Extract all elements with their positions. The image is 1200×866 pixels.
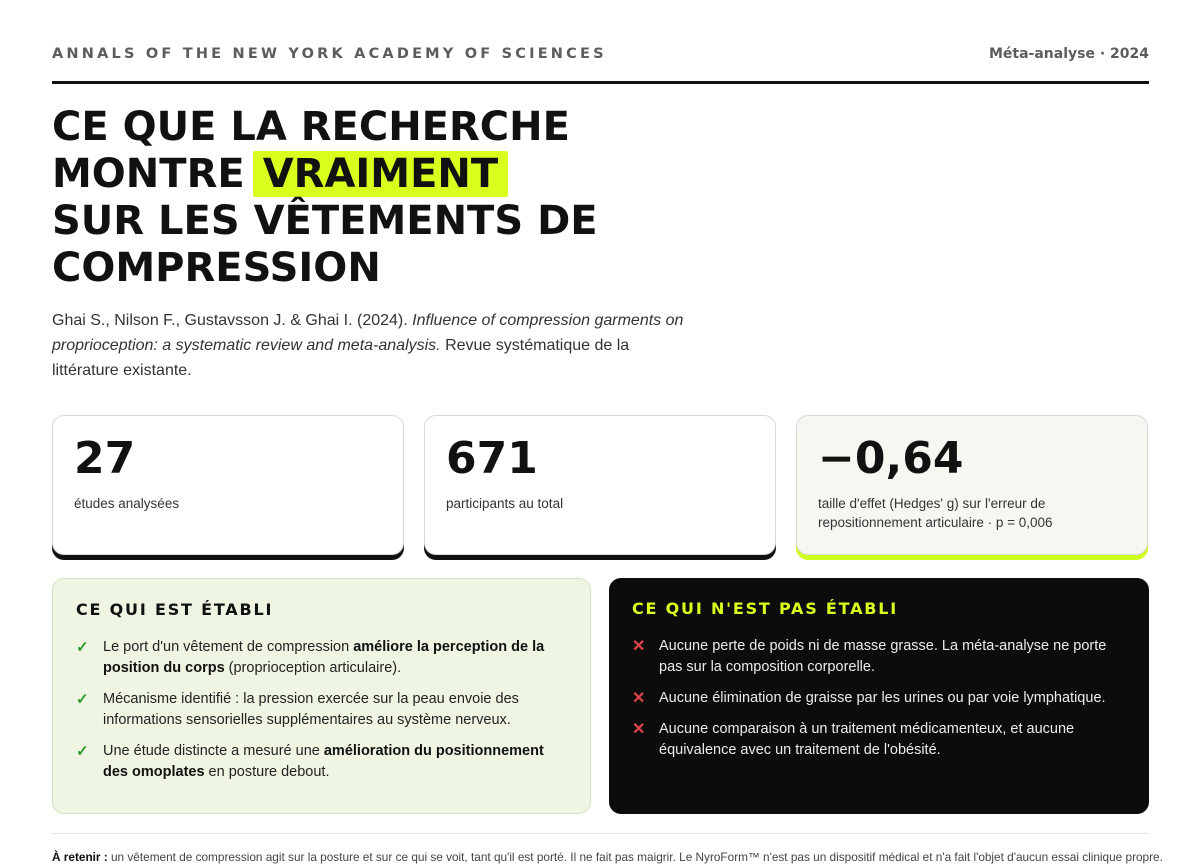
established-list <box>76 637 566 793</box>
list-item <box>632 688 1125 709</box>
title-line-2 <box>52 151 752 198</box>
list-item <box>632 636 1125 678</box>
title-line-3: SUR LES VÊTEMENTS DE <box>52 198 598 244</box>
title-line-2-prefix: MONTRE <box>52 151 245 197</box>
item-text: (proprioception articulaire). <box>224 660 402 676</box>
cross-icon: ✕ <box>632 690 646 707</box>
not-established-title: CE QUI N'EST PAS ÉTABLI <box>632 599 899 618</box>
item-text: Aucune élimination de graisse par les urines ou par voie lymphatique. <box>659 690 1106 706</box>
item-emphasis: amélioration du positionnement des omoplates <box>103 743 544 780</box>
citation-note: Revue systématique de la littérature existante. <box>52 337 630 379</box>
stat-card-effect-size <box>796 415 1148 555</box>
item-text: Aucune perte de poids ni de masse grasse. La méta-analyse ne porte pas sur la composition corporelle. <box>659 638 1107 675</box>
check-icon: ✓ <box>76 691 89 708</box>
stat-card-studies <box>52 415 404 555</box>
title-line-1: CE QUE LA RECHERCHE <box>52 104 570 150</box>
item-text: en posture debout. <box>204 764 330 780</box>
list-item <box>76 689 566 731</box>
footer-label: À retenir : <box>52 850 108 864</box>
item-emphasis: améliore la perception de la position du corps <box>103 639 545 676</box>
stat-label: études analysées <box>74 496 180 511</box>
established-panel <box>52 578 591 814</box>
page-title <box>52 104 752 292</box>
article-meta: Méta-analyse · 2024 <box>988 46 1149 62</box>
journal-name: ANNALS OF THE NEW YORK ACADEMY OF SCIENCES <box>52 46 607 62</box>
item-text: Une étude distincte a mesuré une <box>103 743 324 759</box>
not-established-panel <box>609 578 1149 814</box>
item-text: Le port d'un vêtement de compression <box>103 639 354 655</box>
stat-label: taille d'effet (Hedges' g) sur l'erreur de repositionnement articulaire · p = 0,006 <box>818 496 1053 530</box>
citation-authors: Ghai S., Nilson F., Gustavsson J. & Ghai I. (2024). <box>52 312 408 329</box>
list-item <box>76 741 566 783</box>
stat-label: participants au total <box>446 496 564 511</box>
cross-icon: ✕ <box>632 721 646 738</box>
stat-value: 27 <box>74 433 136 484</box>
list-item <box>76 637 566 679</box>
stat-value: −0,64 <box>818 433 964 484</box>
footer-text: un vêtement de compression agit sur la posture et sur ce qui se voit, tant qu'il est porté. Il ne fait pas maigrir. Le NyroForm™ n'est pas un dispositif médical et n'a fait l'objet d'aucun essai clinique propre. <box>107 850 1163 864</box>
stat-card-participants <box>424 415 776 555</box>
journal-header <box>52 44 1149 84</box>
citation-title: Influence of compression garments on proprioception: a systematic review and meta-analysis. <box>52 312 684 354</box>
item-text: Aucune comparaison à un traitement médicamenteux, et aucune équivalence avec un traitement de l'obésité. <box>659 721 1075 758</box>
established-title: CE QUI EST ÉTABLI <box>76 600 274 619</box>
check-icon: ✓ <box>76 639 89 656</box>
not-established-list <box>632 636 1125 771</box>
citation <box>52 308 692 383</box>
takeaway-footer <box>52 833 1163 865</box>
stat-value: 671 <box>446 433 538 484</box>
title-highlight: VRAIMENT <box>253 151 509 197</box>
check-icon: ✓ <box>76 743 89 760</box>
item-text: Mécanisme identifié : la pression exercée sur la peau envoie des informations sensorielles supplémentaires au système nerveux. <box>103 691 519 728</box>
list-item <box>632 719 1125 761</box>
title-line-4: COMPRESSION <box>52 245 381 291</box>
cross-icon: ✕ <box>632 638 646 655</box>
